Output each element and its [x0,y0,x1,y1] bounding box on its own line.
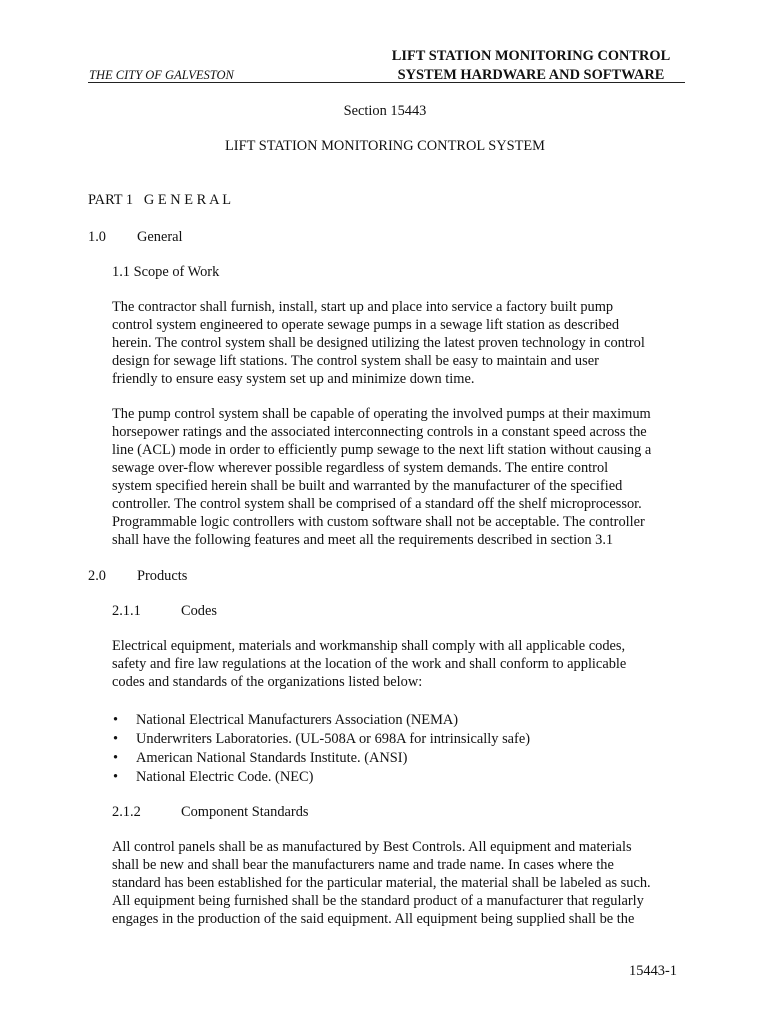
list-item-text: National Electric Code. (NEC) [136,769,314,785]
products-title: Products [137,568,188,584]
text-line: safety and fire law regulations at the location of the work and shall conform to applicable [112,656,627,672]
text-line: controller. The control system shall be comprised of a standard off the shelf microprocessor. [112,496,642,512]
list-item-text: Underwriters Laboratories. (UL-508A or 698A for intrinsically safe) [136,731,531,747]
general-title: General [137,229,183,245]
page-number: 15443-1 [629,963,677,979]
text-line: shall be new and shall bear the manufacturers name and trade name. In cases where the [112,857,614,873]
header-title-line1: LIFT STATION MONITORING CONTROL [391,48,671,64]
header-title-line2: SYSTEM HARDWARE AND SOFTWARE [397,67,665,83]
bullet-icon: • [113,731,119,747]
header-title [383,47,679,85]
codes-number: 2.1.1 [112,603,141,619]
part-heading: PART 1 G E N E R A L [88,192,232,208]
text-line: engages in the production of the said equipment. All equipment being supplied shall be the [112,911,635,927]
paragraph-pump-control [112,405,684,549]
scope-heading: 1.1 Scope of Work [112,264,220,280]
text-line: herein. The control system shall be designed utilizing the latest proven technology in control [112,335,645,351]
text-line: sewage over-flow wherever possible regardless of system demands. The entire control [112,460,609,476]
text-line: All control panels shall be as manufactured by Best Controls. All equipment and materials [112,839,632,855]
paragraph-scope [112,298,684,388]
list-item [113,711,530,730]
list-item-text: American National Standards Institute. (ANSI) [136,750,408,766]
header-city: THE CITY OF GALVESTON [89,68,234,82]
paragraph-codes [112,637,684,691]
text-line: line (ACL) mode in order to efficiently pump sewage to the next lift station without causing a [112,442,652,458]
text-line: The contractor shall furnish, install, start up and place into service a factory built pump [112,299,614,315]
text-line: system specified herein shall be built and warranted by the manufacturer of the specified [112,478,623,494]
bullet-icon: • [113,769,119,785]
text-line: codes and standards of the organizations listed below: [112,674,423,690]
text-line: standard has been established for the particular material, the material shall be labeled as such. [112,875,651,891]
text-line: The pump control system shall be capable of operating the involved pumps at their maximum [112,406,651,422]
paragraph-components [112,838,684,928]
section-title: LIFT STATION MONITORING CONTROL SYSTEM [225,138,545,154]
bullet-icon: • [113,750,119,766]
products-number: 2.0 [88,568,106,584]
standards-list [113,711,530,787]
list-item [113,749,530,768]
text-line: shall have the following features and meet all the requirements described in section 3.1 [112,532,614,548]
general-number: 1.0 [88,229,106,245]
text-line: horsepower ratings and the associated interconnecting controls in a constant speed across the [112,424,647,440]
text-line: control system engineered to operate sewage pumps in a sewage lift station as described [112,317,620,333]
list-item-text: National Electrical Manufacturers Association (NEMA) [136,712,459,728]
header-rule [88,82,685,83]
components-number: 2.1.2 [112,804,141,820]
list-item [113,730,530,749]
section-label: Section 15443 [343,103,427,119]
text-line: Electrical equipment, materials and workmanship shall comply with all applicable codes, [112,638,626,654]
text-line: friendly to ensure easy system set up and minimize down time. [112,371,475,387]
text-line: Programmable logic controllers with custom software shall not be acceptable. The controller [112,514,645,530]
codes-title: Codes [181,603,217,619]
text-line: design for sewage lift stations. The control system shall be easy to maintain and user [112,353,599,369]
list-item [113,768,530,787]
text-line: All equipment being furnished shall be the standard product of a manufacturer that regularly [112,893,644,909]
components-title: Component Standards [181,804,309,820]
bullet-icon: • [113,712,119,728]
